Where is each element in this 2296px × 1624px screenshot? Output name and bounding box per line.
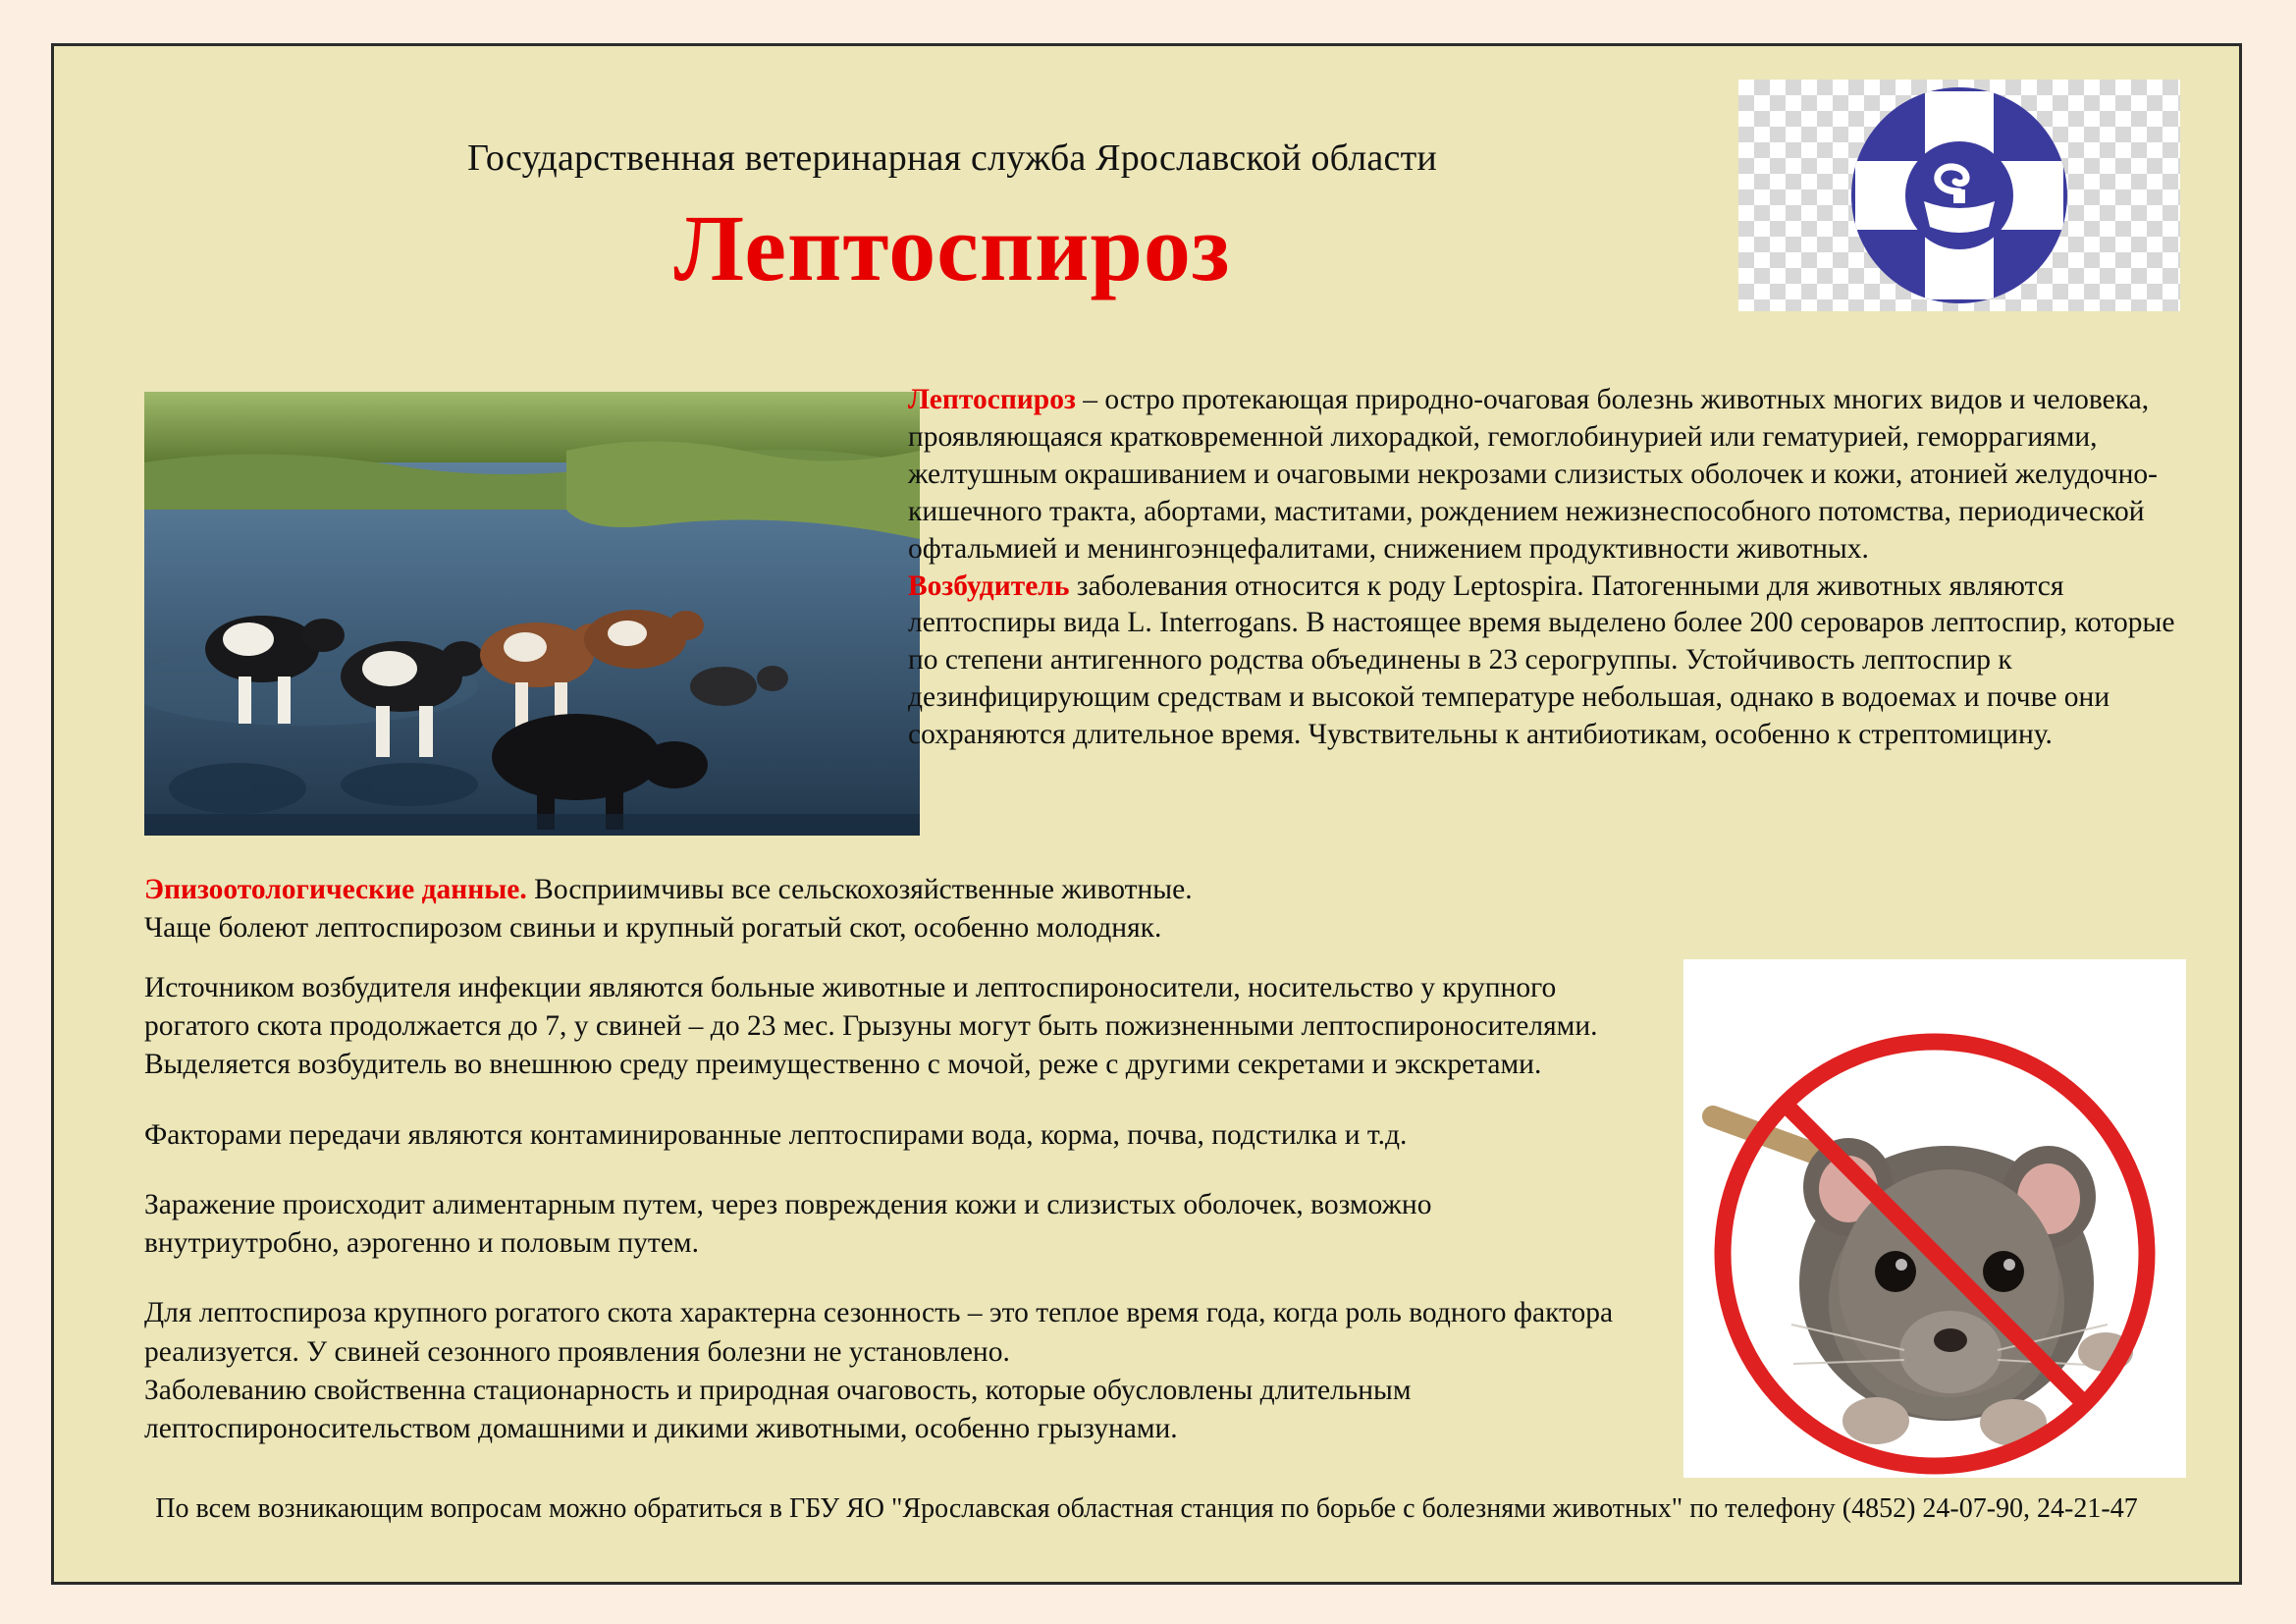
paragraph-stationarity: Заболеванию свойственна стационарность и природная очаговость, которые обусловлены длительным лептоспироносительством домашними и дикими животными, особенно грызунами. bbox=[144, 1374, 1412, 1445]
intro-paragraph-2: заболевания относится к роду Leptospira. Патогенными для животных являются лептоспиры вида L. Interrogans. В настоящее время выделено более 200 сероваров лептоспир, которые по степени антигенного родства объединены в 23 серогруппы. Устойчивость лептоспир к дезинфицирующим средствам и высокой температуре небольшая, однако в водоемах и почве они сохраняются длительное время. Чувствительны к антибиотикам, особенно к стрептомицину. bbox=[908, 569, 2175, 751]
organization-title: Государственная ветеринарная служба Ярославской области bbox=[467, 137, 1437, 179]
poster bbox=[51, 43, 2242, 1585]
term-pathogen: Возбудитель bbox=[908, 569, 1070, 602]
paragraph-source: Источником возбудителя инфекции являются больные животные и лептоспироносители, носительство у крупного рогатого скота продолжается до 7, у свиней – до 23 мес. Грызуны могут быть пожизненными лептоспироносителями. Выделяется возбудитель во внешнюю среду преимущественно с мочой, реже с другими секретами и экскретами. bbox=[144, 972, 1598, 1081]
epizootology-line2: Чаще болеют лептоспирозом свиньи и крупный рогатый скот, особенно молодняк. bbox=[144, 912, 1162, 945]
epizootology-text: Восприимчивы все сельскохозяйственные животные. bbox=[526, 874, 1193, 905]
veterinary-logo bbox=[1738, 80, 2180, 311]
logo-circle bbox=[1851, 87, 2067, 303]
intro-paragraph-1: – остро протекающая природно-очаговая болезнь животных многих видов и человека, проявляющаяся кратковременной лихорадкой, гемоглобинурией или гематурией, геморрагиями, желтушным окрашиванием и очаговыми некрозами слизистых оболочек и кожи, атонией желудочно-кишечного тракта, абортами, маститами, рождением нежизнеспособного потомства, периодической офтальмией и менингоэнцефалитами, снижением продуктивности животных. bbox=[908, 384, 2158, 565]
bowl-of-hygieia-icon bbox=[1900, 136, 2018, 254]
intro-text bbox=[908, 382, 2194, 754]
page-title: Лептоспироз bbox=[673, 195, 1231, 300]
paragraph-transmission-factors: Факторами передачи являются контаминированные лептоспирами вода, корма, почва, подстилка и т.д. bbox=[144, 1118, 1408, 1151]
footer-contact: По всем возникающим вопросам можно обратиться в ГБУ ЯО "Ярославская областная станция по борьбе с болезнями животных" по телефону (4852) 24-07-90, 24-21-47 bbox=[155, 1493, 2138, 1524]
epizootology-block bbox=[144, 871, 1617, 947]
term-epizootology: Эпизоотологические данные. bbox=[144, 874, 527, 905]
term-leptospirosis: Лептоспироз bbox=[908, 384, 1076, 415]
paragraph-infection-route: Заражение происходит алиментарным путем, через повреждения кожи и слизистых оболочек, возможно внутриутробно, аэрогенно и половым путем. bbox=[144, 1188, 1432, 1260]
cows-in-water-photo bbox=[144, 392, 920, 836]
paragraph-seasonality: Для лептоспироза крупного рогатого скота характерна сезонность – это теплое время года, когда роль водного фактора реализуется. У свиней сезонного проявления болезни не установлено. bbox=[144, 1297, 1614, 1368]
rat-prohibited-photo bbox=[1683, 959, 2186, 1478]
body-text bbox=[144, 969, 1622, 1480]
